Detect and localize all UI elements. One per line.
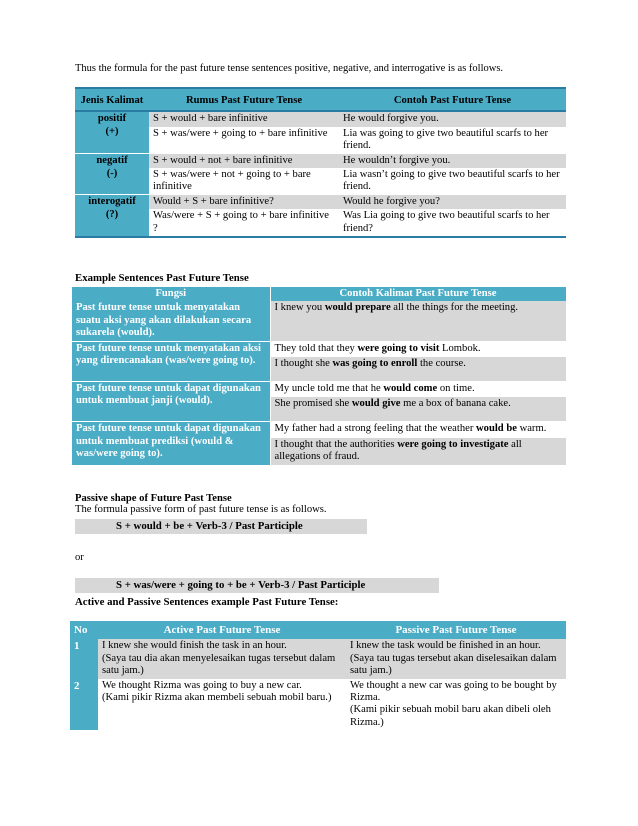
example-cell: I thought that the authorities were going to investigate all allegations of fraud. — [270, 437, 566, 465]
contoh-cell: Lia was going to give two beautiful scarfs to her friend. — [339, 127, 566, 154]
active-passive-header — [70, 621, 566, 639]
row-label — [75, 154, 149, 195]
header-rumus: Rumus Past Future Tense — [149, 88, 339, 111]
header-contoh-kalimat: Contoh Kalimat Past Future Tense — [270, 287, 566, 301]
row-number: 2 — [70, 679, 98, 731]
table-row — [72, 301, 566, 341]
rumus-cell: Would + S + bare infinitive? — [149, 195, 339, 209]
header-passive: Passive Past Future Tense — [346, 621, 566, 639]
formula-table-header — [75, 88, 566, 111]
row-label-text: negatif — [96, 155, 128, 167]
contoh-cell: Was Lia going to give two beautiful scarfs to her friend? — [339, 209, 566, 237]
header-jenis-kalimat: Jenis Kalimat — [75, 88, 149, 111]
passive-description: The formula passive form of past future tense is as follows. — [75, 504, 327, 515]
example-cell: I knew you would prepare all the things for the meeting. — [270, 301, 566, 341]
rumus-cell: S + was/were + not + going to + bare infinitive — [149, 168, 339, 195]
example-table — [72, 287, 567, 466]
active-sentence: We thought Rizma was going to buy a new car. — [102, 679, 302, 691]
active-cell — [98, 679, 346, 731]
fungsi-cell: Past future tense untuk menyatakan suatu aksi yang akan dilakukan secara sukarela (would). — [72, 301, 270, 341]
passive-heading: Passive shape of Future Past Tense — [75, 493, 232, 504]
rumus-cell: S + was/were + going to + bare infinitive — [149, 127, 339, 154]
table-row — [75, 111, 566, 126]
header-no: No — [70, 621, 98, 639]
contoh-cell: Lia wasn’t going to give two beautiful scarfs to her friend. — [339, 168, 566, 195]
active-passive-table — [70, 621, 566, 730]
contoh-cell: Would he forgive you? — [339, 195, 566, 209]
table-row — [72, 382, 566, 397]
passive-sentence: I knew the task would be finished in an hour. — [350, 640, 541, 652]
fungsi-cell: Past future tense untuk dapat digunakan untuk membuat janji (would). — [72, 382, 270, 422]
active-translation: (Kami pikir Rizma akan membeli sebuah mobil baru.) — [102, 692, 332, 704]
table-row — [70, 639, 566, 678]
passive-formula-going-to: S + was/were + going to + be + Verb-3 / Past Participle — [75, 578, 439, 593]
example-cell: My uncle told me that he would come on time. — [270, 382, 566, 397]
example-cell: She promised she would give me a box of banana cake. — [270, 397, 566, 422]
table-row — [75, 154, 566, 168]
header-active: Active Past Future Tense — [98, 621, 346, 639]
example-cell: I thought she was going to enroll the course. — [270, 357, 566, 382]
example-cell: My father had a strong feeling that the weather would be warm. — [270, 422, 566, 437]
intro-text: Thus the formula for the past future tense sentences positive, negative, and interrogative is as follows. — [75, 63, 504, 74]
example-cell: They told that they were going to visit Lombok. — [270, 341, 566, 356]
row-label — [75, 195, 149, 237]
passive-sentence: We thought a new car was going to be bought by Rizma. — [350, 679, 557, 704]
table-row — [75, 209, 566, 237]
example-heading: Example Sentences Past Future Tense — [75, 272, 249, 284]
active-translation: (Saya tau dia akan menyelesaikan tugas tersebut dalam satu jam.) — [102, 652, 336, 677]
header-contoh: Contoh Past Future Tense — [339, 88, 566, 111]
table-row — [70, 679, 566, 731]
or-text: or — [75, 552, 84, 563]
row-label-text: interogatif — [88, 196, 136, 208]
rumus-cell: S + would + not + bare infinitive — [149, 154, 339, 168]
row-label — [75, 111, 149, 153]
row-label-symbol: (?) — [105, 208, 119, 220]
passive-cell — [346, 639, 566, 678]
row-label-symbol: (-) — [106, 167, 118, 179]
active-sentence: I knew she would finish the task in an hour. — [102, 640, 287, 652]
table-row — [75, 195, 566, 209]
passive-formula-would: S + would + be + Verb-3 / Past Participle — [75, 519, 367, 534]
table-row — [75, 127, 566, 154]
active-cell — [98, 639, 346, 678]
table-row — [75, 168, 566, 195]
table-row — [72, 422, 566, 437]
contoh-cell: He wouldn’t forgive you. — [339, 154, 566, 168]
fungsi-cell: Past future tense untuk menyatakan aksi yang direncanakan (was/were going to). — [72, 341, 270, 381]
rumus-cell: Was/were + S + going to + bare infinitive ? — [149, 209, 339, 237]
row-label-text: positif — [97, 113, 127, 125]
passive-cell — [346, 679, 566, 731]
table-row — [72, 341, 566, 356]
passive-translation: (Saya tau tugas tersebut akan diselesaikan dalam satu jam.) — [350, 652, 557, 677]
example-table-header — [72, 287, 566, 301]
contoh-cell: He would forgive you. — [339, 111, 566, 126]
rumus-cell: S + would + bare infinitive — [149, 111, 339, 126]
active-passive-heading: Active and Passive Sentences example Past Future Tense: — [75, 596, 339, 608]
row-label-symbol: (+) — [105, 125, 119, 137]
passive-translation: (Kami pikir sebuah mobil baru akan dibeli oleh Rizma.) — [350, 704, 551, 728]
row-number: 1 — [70, 639, 98, 678]
formula-table — [75, 87, 566, 238]
header-fungsi: Fungsi — [72, 287, 270, 301]
fungsi-cell: Past future tense untuk dapat digunakan untuk membuat prediksi (would & was/were going to). — [72, 422, 270, 465]
